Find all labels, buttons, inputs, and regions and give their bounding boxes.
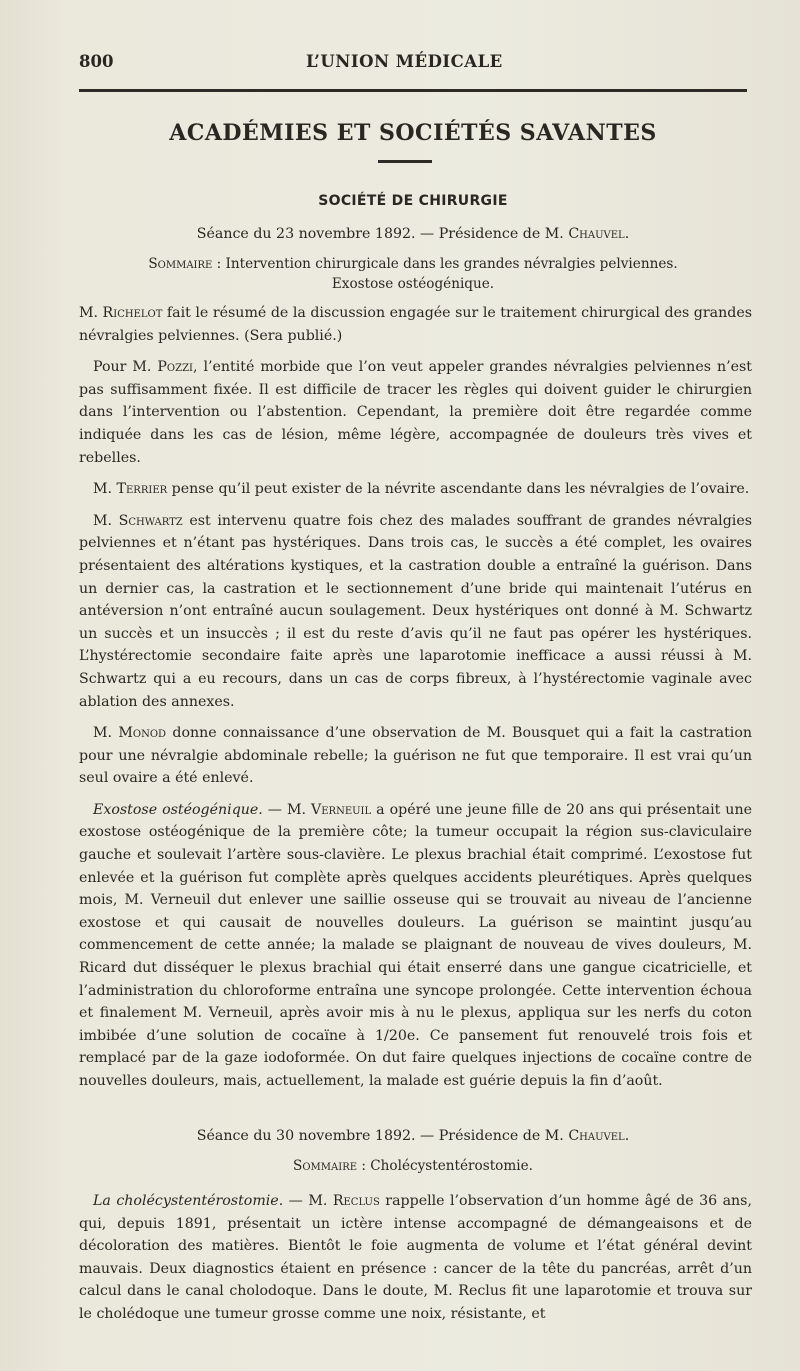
running-header (79, 52, 747, 80)
section-title: ACADÉMIES ET SOCIÉTÉS SAVANTES (169, 120, 657, 146)
name-terrier: Terrier (116, 481, 168, 498)
session2-summary-label: Sommaire (293, 1158, 358, 1174)
session2-body (79, 1190, 752, 1335)
paragraph-verneuil (79, 799, 752, 1093)
paragraph-schwartz (79, 510, 752, 713)
session1-summary-text: : Intervention chirurgicale dans les grandes névralgies pelviennes. (212, 256, 678, 272)
header-rule (79, 89, 747, 92)
paragraph-terrier (79, 478, 752, 501)
session2-line-post: . (624, 1128, 630, 1144)
title-rule (378, 160, 432, 163)
paragraph-richelot (79, 302, 752, 347)
paragraph-reclus (79, 1190, 752, 1326)
text-reclus: rappelle l’observation d’un homme âgé de 36 ans, qui, depuis 1891, présentait un ictère intense accompagné de démangeaisons et de décoloration des matières. Bientôt le foie augmenta de volume et l’état général devint mauvais. Deux diagnostics étaient en présence : cancer de la tête du pancréas, arrêt d’un calcul dans le canal cholodoque. Dans le doute, M. Reclus fit une laparotomie et trouva sur le cholédoque une tumeur grosse comme une noix, résistante, et (79, 1193, 752, 1322)
page-number: 800 (79, 52, 114, 71)
session2-line (79, 1128, 747, 1144)
text-terrier: pense qu’il peut exister de la névrite ascendante dans les névralgies de l’ovaire. (167, 481, 750, 498)
journal-title: L’UNION MÉDICALE (306, 52, 503, 71)
lead-pozzi: Pour M. (93, 359, 158, 376)
society-heading: SOCIÉTÉ DE CHIRURGIE (318, 193, 508, 209)
name-monod: Monod (118, 725, 167, 742)
session1-line-pre: Séance du 23 novembre 1892. — Présidence de M. (196, 226, 569, 242)
lead-schwartz: M. (93, 512, 119, 529)
session1-president: Chauvel (568, 226, 625, 242)
lead-monod: M. (93, 725, 119, 742)
name-schwartz: Schwartz (118, 512, 183, 529)
title-exostose: Exostose ostéogénique. (93, 801, 263, 818)
name-reclus: Reclus (332, 1193, 380, 1209)
session1-line-post: . (624, 226, 630, 242)
session1-summary-label: Sommaire (148, 256, 213, 272)
text-monod: donne connaissance d’une observation de M. Bousquet qui a fait la castration pour une névralgie abdominale rebelle; la guérison ne fut que temporaire. Il est vrai qu’un seul ovaire a été enlevé. (79, 725, 753, 787)
session1-body (79, 302, 752, 1102)
lead-reclus: — M. (283, 1193, 333, 1209)
text-richelot: fait le résumé de la discussion engagée sur le traitement chirurgical des grandes névralgies pelviennes. (Sera publié.) (79, 305, 752, 344)
name-pozzi: Pozzi (157, 359, 193, 376)
lead-terrier: M. (93, 481, 117, 498)
session2-summary (79, 1158, 747, 1174)
text-pozzi: , l’entité morbide que l’on veut appeler grandes névralgies pelviennes n’est pas suffisamment fixée. Il est difficile de tracer les règles qui doivent guider le chirurgien dans l’intervention ou l’abstention. Cependant, la première doit être regardée comme indiquée dans les cas de lésion, même légère, accompagnée de douleurs très vives et rebelles. (79, 359, 752, 466)
title-cholecystenterostomie: La cholécystentérostomie. (93, 1193, 284, 1209)
name-richelot: M. Richelot (79, 305, 163, 321)
session1-summary-2: Exostose ostéogénique. (331, 276, 495, 292)
session2-president: Chauvel (568, 1128, 625, 1144)
session1-line (79, 226, 747, 242)
paragraph-monod (79, 722, 752, 790)
session2-line-pre: Séance du 30 novembre 1892. — Présidence de M. (196, 1128, 569, 1144)
paragraph-pozzi (79, 356, 752, 469)
session2-summary-text: : Cholécystentérostomie. (357, 1158, 533, 1174)
session1-summary (79, 256, 747, 272)
text-verneuil: a opéré une jeune fille de 20 ans qui présentait une exostose ostéogénique de la première côte; la tumeur occupait la région sus-claviculaire gauche et soulevait l’artère sous-clavière. Le plexus brachial était comprimé. L’exostose fut enlevée et la guérison fut complète après quelques accidents pleurétiques. Après quelques mois, M. Verneuil dut enlever une saillie osseuse qui se trouvait au niveau de l’ancienne exostose et qui causait de nouvelles douleurs. La guérison se maintint jusqu’au commencement de cette année; la malade se plaignant de nouveau de vives douleurs, M. Ricard dut disséquer le plexus brachial qui était enserré dans une gangue cicatricielle, et l’administration du chloroforme entraîna une syncope prolongée. Cette intervention échoua et finalement M. Verneuil, après avoir mis à nu le plexus, appliqua sur les nerfs du coton imbibée d’une solution de cocaïne à 1/20e. Ce pansement fut renouvelé trois fois et remplacé par de la gaze iodoformée. On dut faire quelques injections de cocaïne contre de nouvelles douleurs, mais, actuellement, la malade est guérie depuis la fin d’août. (79, 801, 752, 1089)
lead-verneuil: — M. (262, 801, 311, 818)
text-schwartz: est intervenu quatre fois chez des malades souffrant de grandes névralgies pelviennes et n’étant pas hystériques. Dans trois cas, le succès a été complet, les ovaires présentaient des altérations kystiques, et la castration double a entraîné la guérison. Dans un dernier cas, la castration et le sectionnement d’une bride qui maintenait l’utérus en antéversion n’ont entraîné aucun soulagement. Deux hystériques ont donné à M. Schwartz un succès et un insuccès ; il est du reste d’avis qu’il ne faut pas opérer les hystériques. L’hystérectomie secondaire faite après une laparotomie inefficace a aussi réussi à M. Schwartz qui a eu recours, dans un cas de corps fibreux, à l’hystérectomie vaginale avec ablation des annexes. (79, 512, 753, 710)
name-verneuil: Verneuil (311, 801, 372, 818)
